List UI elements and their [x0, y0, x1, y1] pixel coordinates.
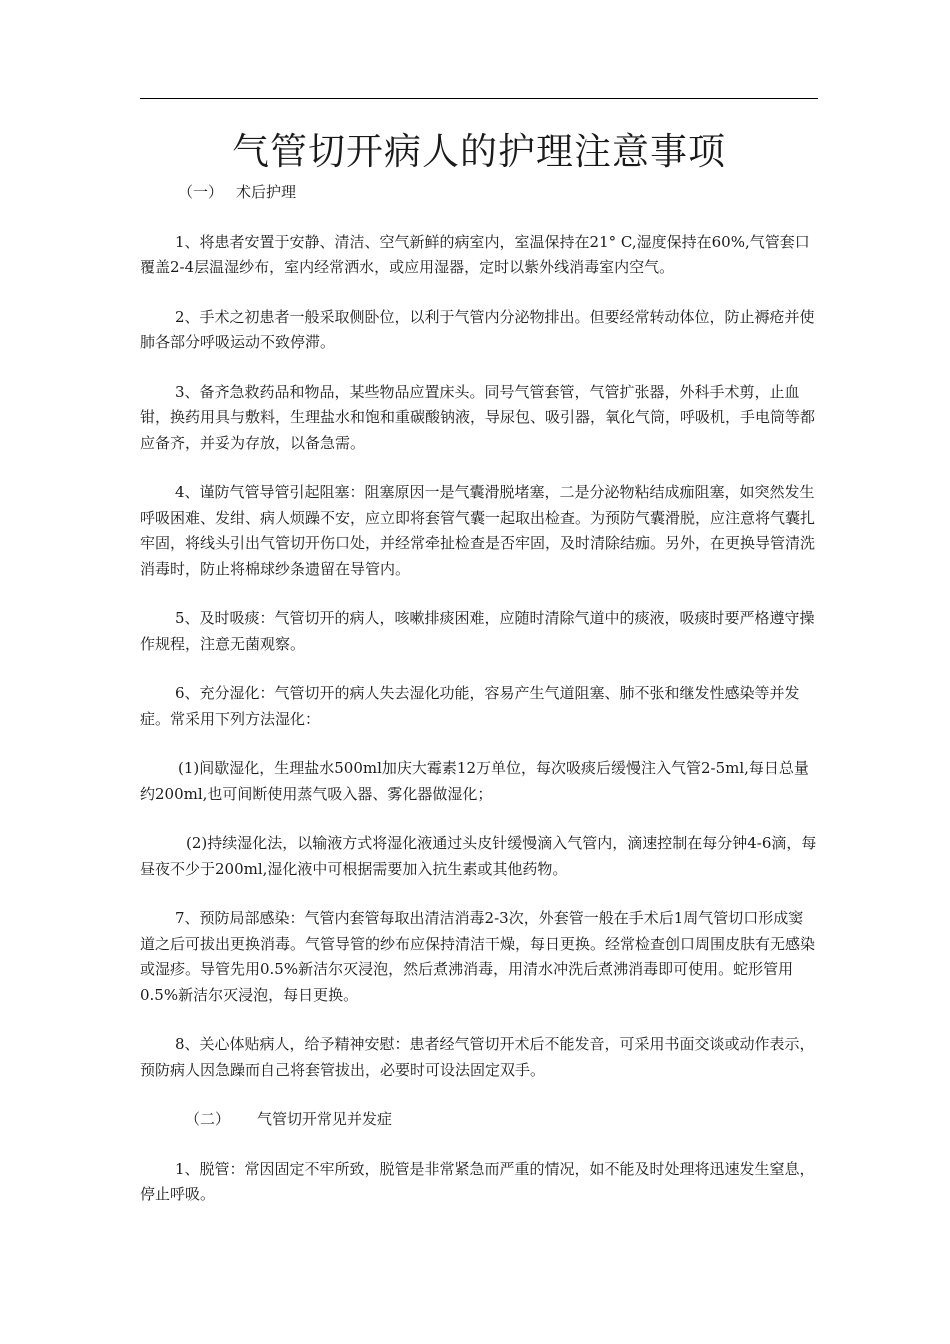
section-title: 术后护理	[236, 183, 297, 201]
paragraph-item-2: 2、手术之初患者一般采取侧卧位，以利于气管内分泌物排出。但要经常转动体位，防止褥疮并使肺各部分呼吸运动不致停滞。	[140, 307, 815, 351]
paragraph-complication-1: 1、脱管：常因固定不牢所致，脱管是非常紧急而严重的情况，如不能及时处理将迅速发生窒息，停止呼吸。	[140, 1159, 815, 1203]
document-title: 气管切开病人的护理注意事项	[232, 129, 726, 173]
section-title: 气管切开常见并发症	[257, 1110, 393, 1128]
paragraph-item-5: 5、及时吸痰：气管切开的病人，咳嗽排痰困难，应随时清除气道中的痰液，吸痰时要严格遵守操作规程，注意无菌观察。	[140, 609, 815, 653]
paragraph-item-6: 6、充分湿化：气管切开的病人失去湿化功能，容易产生气道阻塞、肺不张和继发性感染等并发症。常采用下列方法湿化：	[140, 684, 800, 728]
header-rule	[140, 98, 818, 99]
paragraph-item-3: 3、备齐急救药品和物品，某些物品应置床头。同号气管套管，气管扩张器，外科手术剪，止血钳，换药用具与敷料，生理盐水和饱和重碳酸钠液，导尿包、吸引器，氧化气筒，呼吸机，手电筒等都应备齐，并妥为存放，以备急需。	[140, 382, 816, 452]
section-number: （二）	[185, 1110, 231, 1128]
paragraph-item-7: 7、预防局部感染：气管内套管每取出清洁消毒2-3次，外套管一般在手术后1周气管切口形成窦道之后可拔出更换消毒。气管导管的纱布应保持清洁干燥，每日更换。经常检查创口周围皮肤有无感染或湿疹。导管先用0.5%新洁尔灭浸泡，然后煮沸消毒，用清水冲洗后煮沸消毒即可使用。蛇形管用0.5%新洁尔灭浸泡，每日更换。	[140, 909, 816, 1004]
paragraph-item-8: 8、关心体贴病人，给予精神安慰：患者经气管切开术后不能发音，可采用书面交谈或动作表示，预防病人因急躁而自己将套管拔出，必要时可设法固定双手。	[140, 1035, 815, 1079]
paragraph-subitem-2: (2)持续湿化法，以输液方式将湿化液通过头皮针缓慢滴入气管内，滴速控制在每分钟4-6滴，每昼夜不少于200ml,湿化液中可根据需要加入抗生素或其他药物。	[140, 834, 817, 878]
section-number: （一）	[178, 183, 224, 201]
section-heading-postop	[140, 180, 818, 206]
document-body	[140, 180, 818, 1208]
paragraph-item-4: 4、谨防气管导管引起阻塞：阻塞原因一是气囊滑脱堵塞，二是分泌物粘结成痂阻塞，如突然发生呼吸困难、发绀、病人烦躁不安，应立即将套管气囊一起取出检查。为预防气囊滑脱，应注意将气囊扎牢固，将线头引出气管切开伤口处，并经常牵扯检查是否牢固，及时清除结痂。另外，在更换导管清洗消毒时，防止将棉球纱条遗留在导管内。	[140, 483, 816, 578]
paragraph-subitem-1: (1)间歇湿化，生理盐水500ml加庆大霉素12万单位，每次吸痰后缓慢注入气管2-5ml,每日总量约200ml,也可间断使用蒸气吸入器、雾化器做湿化；	[140, 759, 809, 803]
paragraph-item-1: 1、将患者安置于安静、清洁、空气新鲜的病室内，室温保持在21° C,湿度保持在60%,气管套口覆盖2-4层温湿纱布，室内经常洒水，或应用湿器，定时以紫外线消毒室内空气。	[140, 232, 810, 276]
section-heading-complications	[140, 1107, 818, 1133]
